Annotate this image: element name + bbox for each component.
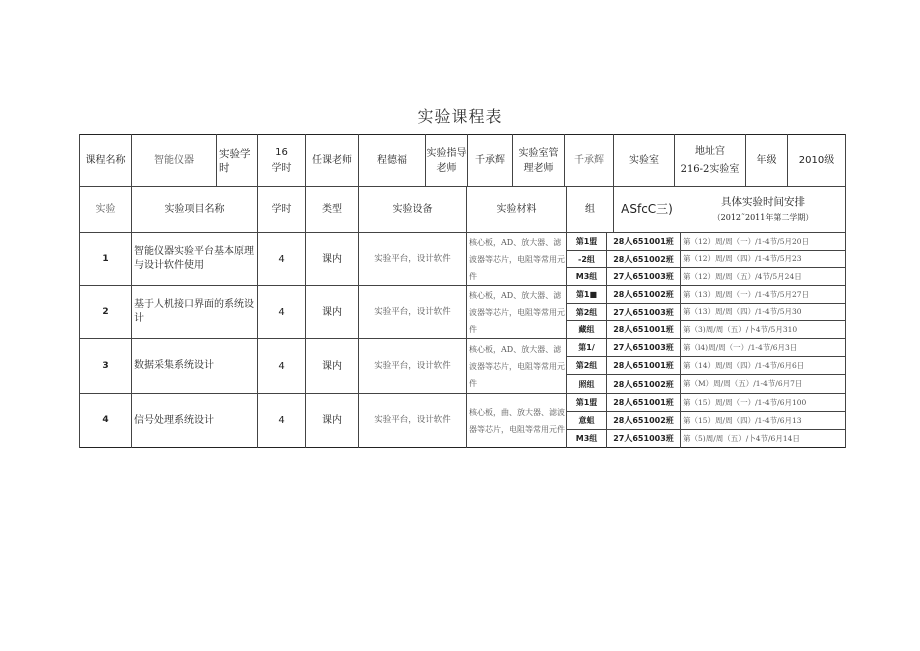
exp-materials: 核心板，AD、放大器、滤波器等芯片，电阻等常用元件	[469, 290, 565, 334]
teacher-label: 任课老师	[312, 155, 352, 166]
col-index: 实验	[95, 204, 116, 215]
group-class: 28人651001班	[613, 237, 674, 246]
group-name: 第2组	[575, 307, 598, 317]
exp-hours: 4	[278, 306, 285, 318]
schedule-title: 具体实验时间安排	[721, 196, 805, 208]
lab-address	[675, 135, 745, 186]
group-name: 意蛆	[578, 416, 595, 425]
exp-type: 课内	[322, 253, 342, 265]
lab-label: 实验室	[629, 155, 659, 166]
group-time: 第（12）周/周（一）/1-4节/5月20日	[683, 236, 810, 246]
exp-name: 信号处理系统设计	[134, 414, 214, 426]
group-time: 第（12）周/周（五）/4节/5月24日	[683, 271, 802, 281]
group-time: 第（14）周/周（四）/1-4节/6月6日	[683, 360, 805, 370]
exp-number: 3	[102, 360, 109, 371]
exp-name: 数据采集系统设计	[134, 360, 214, 371]
group-time: 第（13）周/周（四）/1-4节/5月30	[683, 307, 802, 316]
course-name-label: 课程名称	[85, 155, 126, 166]
group-name: 照组	[578, 379, 595, 389]
group-class: 28人651002班	[613, 416, 674, 425]
group-name: 第1/	[578, 343, 595, 352]
group-time: 第（5)周/周（五）/卜4节/6月14日	[683, 433, 800, 443]
col-hours: 学时	[271, 204, 292, 215]
group-time: 第（3)周/周（五）/卜4节/5月310	[683, 324, 798, 334]
lab-manager-value: 千承辉	[574, 155, 604, 166]
exp-number: 4	[102, 415, 109, 425]
exp-hours: 4	[278, 253, 285, 265]
lab-hours-label: 实验学时	[219, 147, 251, 174]
exp-materials: 核心板，AD、放大器、滤波器等芯片，电阻等常用元件	[469, 237, 565, 281]
exp-materials: 核心板，AD、放大器、滤波器等芯片，电阻等常用元件	[469, 344, 565, 388]
group-class: 27人651003班	[613, 272, 674, 281]
group-name: M3组	[575, 434, 598, 443]
col-schedule	[681, 187, 845, 232]
col-group: 组	[585, 204, 595, 215]
page-title: 实验课程表	[417, 107, 503, 126]
exp-hours: 4	[278, 360, 285, 372]
exp-materials: 核心板，曲、放大器、滤波器等芯片，电阻等常用元件	[469, 407, 565, 434]
group-name: 第1盟	[575, 398, 598, 407]
col-class: ASfcC三)	[621, 202, 673, 216]
group-class: 28人651001班	[613, 398, 674, 407]
guide-teacher-value: 千承辉	[475, 155, 505, 166]
group-class: 28人651001班	[613, 361, 674, 370]
exp-type: 课内	[322, 306, 342, 318]
group-time: 第（l4)周/周（一）/1-4节/6月3日	[683, 342, 798, 352]
group-time: 第（12）周/周（四）/1-4节/5月23	[683, 254, 802, 263]
group-class: 28人651002班	[613, 379, 674, 389]
schedule-subtitle: （2012˜2011年第二学期）	[712, 213, 814, 222]
group-time: 第（13）周/周（一）/1-4节/5月27日	[683, 289, 810, 299]
exp-name: 基于人机接口界面的系统设计	[134, 299, 254, 324]
exp-equipment: 实验平台，设计软件	[374, 253, 451, 264]
col-name: 实验项目名称	[164, 204, 225, 215]
group-class: 27人651003班	[613, 434, 674, 443]
grade-value: 2010级	[798, 155, 835, 166]
lab-address-label: 地址宫	[695, 146, 725, 157]
group-time: 第（15）周/周（一）/1-4节/6月100	[683, 397, 807, 407]
group-name: 第1■	[575, 290, 598, 299]
exp-number: 1	[102, 253, 109, 264]
group-class: 27人651003班	[613, 343, 674, 352]
exp-type: 课内	[322, 360, 342, 372]
group-name: 第2组	[575, 361, 598, 370]
course-name-value: 智能仪器	[154, 155, 194, 166]
group-class: 27人651003班	[613, 307, 674, 317]
group-name: 藏组	[578, 325, 595, 334]
exp-equipment: 实验平台，设计软件	[374, 306, 451, 317]
schedule-table	[79, 134, 846, 448]
lab-address-value: 216-2实验室	[680, 164, 740, 175]
lab-hours-value: 16 学时	[271, 146, 292, 174]
exp-number: 2	[102, 306, 109, 317]
grade-label: 年级	[756, 155, 777, 166]
lab-manager-label: 实验室管理老师	[518, 147, 559, 174]
exp-type: 课内	[322, 415, 342, 426]
exp-name: 智能仪器实验平台基本原理与设计软件使用	[134, 246, 254, 271]
group-name: -2组	[578, 254, 595, 264]
teacher-value: 程德福	[377, 155, 407, 166]
guide-teacher-label: 实验指导老师	[426, 147, 467, 174]
col-materials: 实验材料	[496, 204, 537, 215]
group-name: 第1盟	[575, 237, 598, 246]
exp-hours: 4	[278, 415, 285, 426]
exp-equipment: 实验平台，设计软件	[374, 360, 451, 371]
group-name: M3组	[575, 272, 598, 281]
group-class: 28人651002班	[613, 254, 674, 264]
group-time: 第（M）周/周（五）/1-4节/6月7日	[683, 379, 803, 388]
col-type: 类型	[322, 204, 342, 215]
exp-equipment: 实验平台，设计软件	[374, 415, 451, 425]
group-class: 28人651001班	[613, 325, 674, 334]
group-time: 第（15）周/周（四）/1-4节/6月13	[683, 415, 802, 425]
group-class: 28人651002班	[613, 290, 674, 299]
col-equipment: 实验设备	[392, 204, 433, 215]
